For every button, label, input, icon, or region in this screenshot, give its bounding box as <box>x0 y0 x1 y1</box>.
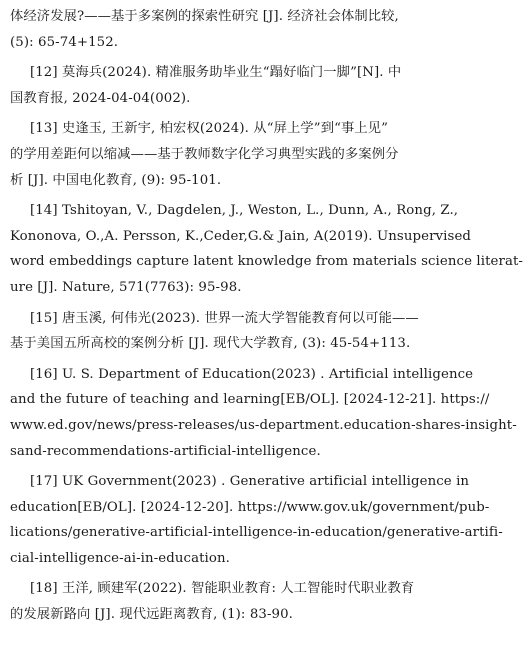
reference-entry-17 <box>10 469 503 571</box>
reference-entry-12 <box>10 60 464 111</box>
reference-line: [15] 唐玉溪, 何伟光(2023). 世界一流大学智能教育何以可能—— <box>29 310 419 326</box>
reference-line: [13] 史逢玉, 王新宇, 柏宏权(2024). 从“屏上学”到“事上见” <box>29 121 389 137</box>
reference-entry-14 <box>10 198 523 300</box>
reference-line: [16] U. S. Department of Education(2023) . Artificial intelligence <box>29 366 474 382</box>
reference-line: 国教育报, 2024-04-04(002). <box>10 90 191 106</box>
reference-line: cial-intelligence-ai-in-education. <box>10 550 231 566</box>
reference-line: sand-recommendations-artificial-intelligence. <box>10 443 321 459</box>
reference-entry-13 <box>10 116 464 193</box>
reference-entry-continued <box>10 4 464 55</box>
reference-line: 析 [J]. 中国电化教育, (9): 95-101. <box>10 172 222 188</box>
reference-line: Kononova, O.,A. Persson, K.,Ceder,G.& Jain, A(2019). Unsupervised <box>10 228 472 244</box>
reference-entry-15 <box>10 306 464 357</box>
reference-line: (5): 65-74+152. <box>10 34 119 50</box>
reference-line: and the future of teaching and learning[EB/OL]. [2024-12-21]. https:// <box>10 392 490 408</box>
reference-line: [14] Tshitoyan, V., Dagdelen, J., Weston, L., Dunn, A., Rong, Z., <box>29 203 459 219</box>
reference-line: [18] 王洋, 顾建军(2022). 智能职业教育: 人工智能时代职业教育 <box>29 581 415 597</box>
reference-line: [17] UK Government(2023) . Generative artificial intelligence in <box>29 474 470 490</box>
reference-line: 基于美国五所高校的案例分析 [J]. 现代大学教育, (3): 45-54+113. <box>10 336 411 352</box>
reference-line: education[EB/OL]. [2024-12-20]. https://www.gov.uk/government/pub- <box>10 499 490 515</box>
reference-entry-18 <box>10 576 464 627</box>
reference-line: 的学用差距何以缩减——基于教师数字化学习典型实践的多案例分 <box>10 146 399 162</box>
reference-line: [12] 莫海兵(2024). 精准服务助毕业生“蹋好临门一脚”[N]. 中 <box>29 65 402 81</box>
reference-line: www.ed.gov/news/press-releases/us-department.education-shares-insight- <box>10 417 517 433</box>
reference-line: 体经济发展?——基于多案例的探索性研究 [J]. 经济社会体制比较, <box>10 9 399 24</box>
reference-line: 的发展新路向 [J]. 现代远距离教育, (1): 83-90. <box>10 607 293 623</box>
reference-line: lications/generative-artificial-intelligence-in-education/generative-artifi- <box>10 525 503 541</box>
reference-line: ure [J]. Nature, 571(7763): 95-98. <box>10 279 242 295</box>
reference-line: word embeddings capture latent knowledge from materials science literat- <box>10 254 523 270</box>
reference-entry-16 <box>10 362 517 464</box>
